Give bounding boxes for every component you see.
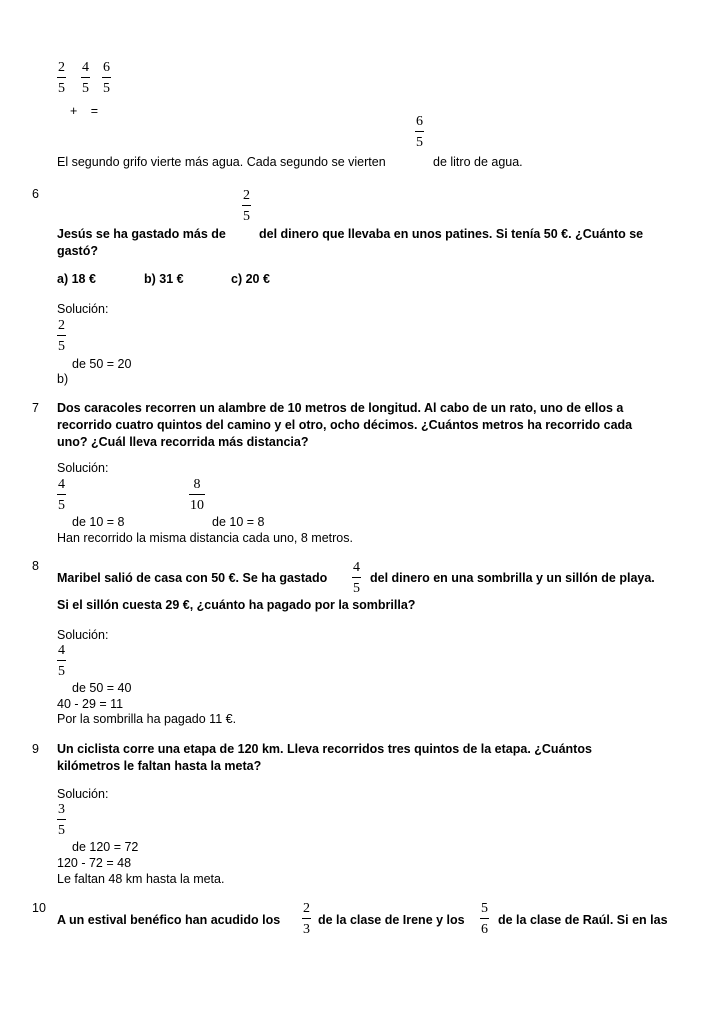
fraction-denominator: 6 [481, 922, 488, 937]
option-a: a) 18 € [57, 272, 96, 286]
fraction-numerator: 4 [82, 60, 89, 75]
fraction-denominator: 5 [58, 498, 65, 513]
fraction-numerator: 2 [58, 60, 65, 75]
fraction-bar [57, 77, 66, 78]
solution-calc: de 10 = 8 [212, 515, 265, 529]
question-text: Maribel salió de casa con 50 €. Se ha gastado [57, 571, 328, 585]
fraction-numerator: 2 [303, 901, 310, 916]
solution-fraction [57, 643, 66, 679]
fraction-denominator: 5 [103, 81, 110, 96]
solution-calc: de 50 = 40 [72, 681, 132, 695]
solution-conclusion: Por la sombrilla ha pagado 11 €. [57, 712, 237, 726]
fraction-numerator: 5 [481, 901, 488, 916]
question-text: Un ciclista corre una etapa de 120 km. Lleva recorridos tres quintos de la etapa. ¿Cuántos [57, 742, 592, 756]
question-text: del dinero que llevaba en unos patines. Si tenía 50 €. ¿Cuánto se [259, 227, 644, 241]
solution-calc: 120 - 72 = 48 [57, 856, 132, 870]
fraction-bar [81, 77, 90, 78]
fraction-bar [480, 918, 489, 919]
option-b: b) 31 € [144, 272, 184, 286]
solution-calc: de 120 = 72 [72, 840, 139, 854]
question-text: Dos caracoles recorren un alambre de 10 metros de longitud. Al cabo de un rato, uno de ellos a [57, 401, 624, 415]
question-fraction [242, 188, 251, 224]
fraction-numerator: 2 [58, 318, 65, 333]
solution-conclusion: Le faltan 48 km hasta la meta. [57, 872, 225, 886]
question-text: Jesús se ha gastado más de [57, 227, 226, 241]
option-c: c) 20 € [231, 272, 270, 286]
question-number: 9 [32, 742, 39, 756]
answer-text: de litro de agua. [433, 155, 523, 169]
fraction-numerator: 6 [416, 114, 423, 129]
fraction-bar [57, 660, 66, 661]
question-number: 6 [32, 187, 39, 201]
question-fraction [480, 901, 489, 937]
fraction-denominator: 5 [58, 339, 65, 354]
solution-label: Solución: [57, 787, 109, 801]
solution-calc: de 50 = 20 [72, 357, 132, 371]
question-number: 7 [32, 401, 39, 415]
question-fraction [302, 901, 311, 937]
fraction-denominator: 5 [58, 81, 65, 96]
fraction-bar [302, 918, 311, 919]
question-text: Si el sillón cuesta 29 €, ¿cuánto ha pagado por la sombrilla? [57, 598, 416, 612]
question-text: de la clase de Raúl. Si en las [498, 913, 668, 927]
fraction-bar [57, 494, 66, 495]
question-text: gastó? [57, 244, 98, 258]
question-text: recorrido cuatro quintos del camino y el otro, ocho décimos. ¿Cuántos metros ha recorrido cada [57, 418, 633, 432]
solution-calc: 40 - 29 = 11 [57, 697, 124, 711]
fraction-numerator: 4 [58, 643, 65, 658]
fraction-denominator: 5 [58, 823, 65, 838]
fraction [81, 60, 90, 96]
solution-fraction [57, 802, 66, 838]
operators: + = [70, 104, 99, 118]
fraction-denominator: 3 [303, 922, 310, 937]
fraction [57, 60, 66, 96]
fraction [102, 60, 111, 96]
question-text: de la clase de Irene y los [318, 913, 465, 927]
question-number: 8 [32, 559, 39, 573]
solution-fraction [57, 318, 66, 354]
solution-conclusion: Han recorrido la misma distancia cada uno, 8 metros. [57, 531, 353, 545]
fraction-denominator: 5 [416, 135, 423, 150]
fraction-denominator: 10 [190, 498, 204, 513]
question-text: A un estival benéfico han acudido los [57, 913, 281, 927]
fraction-numerator: 3 [58, 802, 65, 817]
solution-label: Solución: [57, 628, 109, 642]
fraction-bar [415, 131, 424, 132]
solution-calc: de 10 = 8 [72, 515, 125, 529]
fraction-denominator: 5 [58, 664, 65, 679]
fraction-numerator: 8 [193, 477, 201, 492]
fraction-bar [57, 819, 66, 820]
answer-fraction [415, 114, 424, 150]
question-text: kilómetros le faltan hasta la meta? [57, 759, 262, 773]
fraction-denominator: 5 [82, 81, 89, 96]
question-fraction [352, 560, 361, 596]
fraction-bar [57, 335, 66, 336]
fraction-bar [189, 494, 205, 495]
solution-fraction [57, 477, 66, 513]
solution-fraction [189, 477, 205, 513]
solution-answer: b) [57, 372, 69, 386]
fraction-denominator: 5 [353, 581, 360, 596]
fraction-bar [242, 205, 251, 206]
answer-text: El segundo grifo vierte más agua. Cada segundo se vierten [57, 155, 386, 169]
fraction-bar [102, 77, 111, 78]
fraction-numerator: 4 [353, 560, 360, 575]
solution-label: Solución: [57, 461, 109, 475]
question-text: del dinero en una sombrilla y un sillón de playa. [370, 571, 655, 585]
fraction-denominator: 5 [243, 209, 250, 224]
solution-label: Solución: [57, 302, 109, 316]
fraction-numerator: 2 [243, 188, 250, 203]
fraction-numerator: 6 [103, 60, 110, 75]
question-text: uno? ¿Cuál lleva recorrida más distancia? [57, 435, 309, 449]
fraction-bar [352, 577, 361, 578]
question-number: 10 [32, 901, 46, 915]
fraction-numerator: 4 [58, 477, 65, 492]
